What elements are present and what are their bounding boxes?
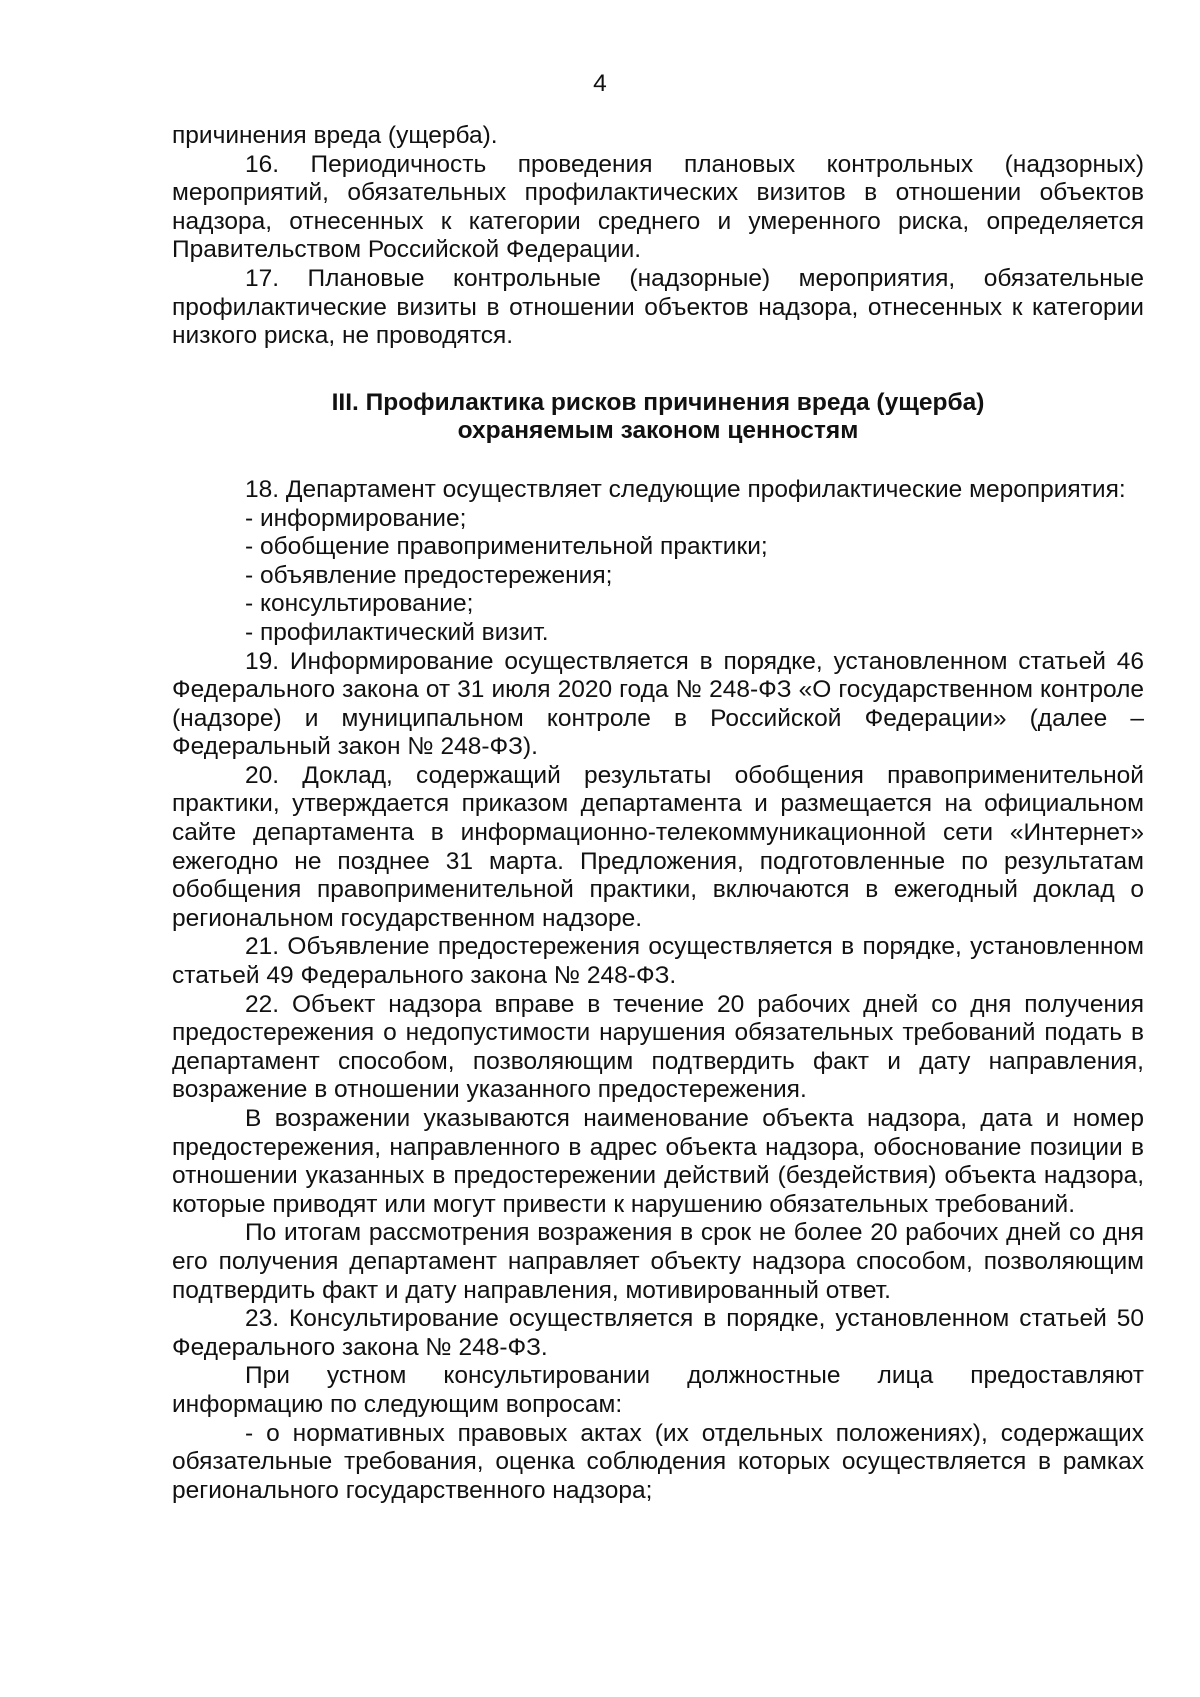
paragraph-23-item: - о нормативных правовых актах (их отдельных положениях), содержащих обязательные требования, оценка соблюдения которых осуществляется в рамках регионального государственного надзора; xyxy=(172,1419,1144,1504)
paragraph-21: 21. Объявление предостережения осуществляется в порядке, установленном статьей 49 Федерального закона № 248-ФЗ. xyxy=(172,933,1144,990)
page-number: 4 xyxy=(593,70,607,97)
paragraph-17: 17. Плановые контрольные (надзорные) мероприятия, обязательные профилактические визиты в отношении объектов надзора, отнесенных к категории низкого риска, не проводятся. xyxy=(172,264,1144,350)
document-body xyxy=(172,122,1144,1505)
paragraph-19: 19. Информирование осуществляется в порядке, установленном статьей 46 Федерального закона от 31 июля 2020 года № 248-ФЗ «О государственном контроле (надзоре) и муниципальном контроле в Российской Федерации» (далее – Федеральный закон № 248-ФЗ). xyxy=(172,647,1144,761)
paragraph-16: 16. Периодичность проведения плановых контрольных (надзорных) мероприятий, обязательных профилактических визитов в отношении объектов надзора, отнесенных к категории среднего и умеренного риска, определяется Правительством Российской Федерации. xyxy=(172,150,1144,264)
section-heading xyxy=(172,389,1144,446)
paragraph-continuation: причинения вреда (ущерба). xyxy=(172,122,498,149)
list-item: - информирование; xyxy=(245,504,467,532)
paragraph-18: 18. Департамент осуществляет следующие профилактические мероприятия: xyxy=(245,475,1126,503)
paragraph-20: 20. Доклад, содержащий результаты обобщения правоприменительной практики, утверждается приказом департамента и размещается на официальном сайте департамента в информационно-телекоммуникационной сети «Интернет» ежегодно не позднее 31 марта. Предложения, подготовленные по результатам обобщения правоприменительной практики, включаются в ежегодный доклад о региональном государственном надзоре. xyxy=(172,761,1144,932)
paragraph-22: 22. Объект надзора вправе в течение 20 рабочих дней со дня получения предостережения о недопустимости нарушения обязательных требований подать в департамент способом, позволяющим подтвердить факт и дату направления, возражение в отношении указанного предостережения. xyxy=(172,990,1144,1104)
paragraph-22-objection: В возражении указываются наименование объекта надзора, дата и номер предостережения, направленного в адрес объекта надзора, обоснование позиции в отношении указанных в предостережении действий (бездействия) объекта надзора, которые приводят или могут привести к нарушению обязательных требований. xyxy=(172,1105,1144,1218)
list-item: - объявление предостережения; xyxy=(245,561,613,589)
paragraph-22-result: По итогам рассмотрения возражения в срок не более 20 рабочих дней со дня его получения департамент направляет объекту надзора способом, позволяющим подтвердить факт и дату направления, мотивированный ответ. xyxy=(172,1219,1144,1304)
list-item: - консультирование; xyxy=(245,590,474,618)
paragraph-23-oral: При устном консультировании должностные лица предоставляют информацию по следующим вопросам: xyxy=(172,1362,1144,1418)
section-heading-line-1: III. Профилактика рисков причинения вреда (ущерба) xyxy=(331,388,985,416)
list-item: - профилактический визит. xyxy=(245,618,549,646)
section-heading-line-2: охраняемым законом ценностям xyxy=(457,417,859,445)
list-item: - обобщение правоприменительной практики; xyxy=(245,533,768,561)
paragraph-23: 23. Консультирование осуществляется в порядке, установленном статьей 50 Федерального закона № 248-ФЗ. xyxy=(172,1305,1144,1361)
